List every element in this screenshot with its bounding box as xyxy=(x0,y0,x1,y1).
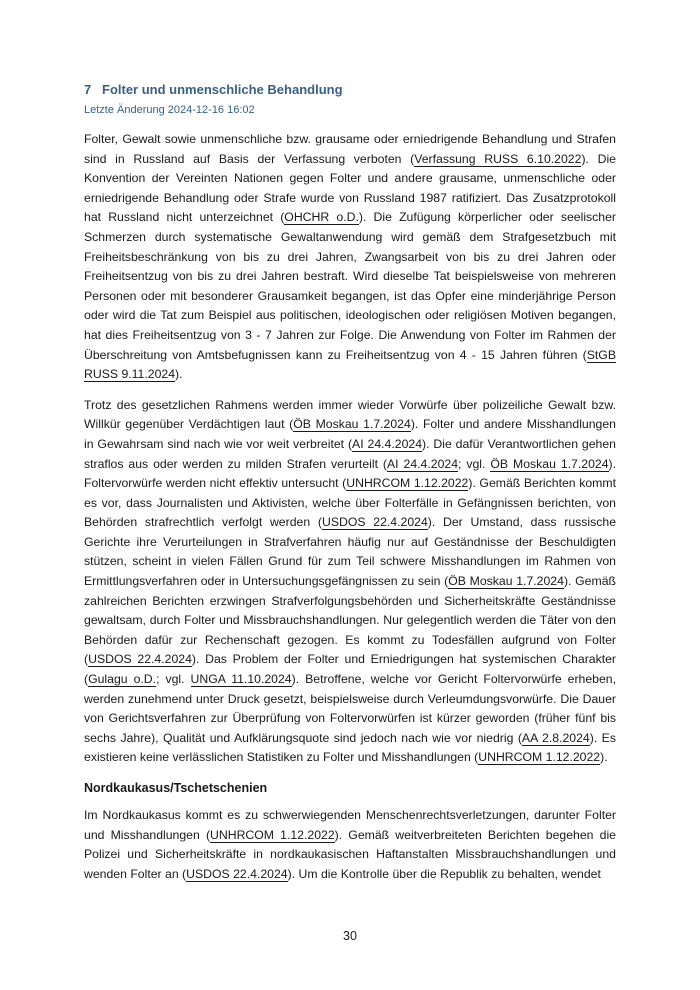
paragraph-police-violence xyxy=(84,396,616,768)
source-link[interactable]: StGB RUSS 9.11.2024 xyxy=(84,347,616,382)
section-title: Folter und unmenschliche Behandlung xyxy=(102,82,343,97)
subheading-north-caucasus: Nordkaukasus/Tschetschenien xyxy=(84,781,268,795)
text-run: ). Foltervorwürfe werden nicht effektiv untersucht ( xyxy=(84,456,616,491)
page-number: 30 xyxy=(343,929,357,943)
text-run: ). Gemäß weitverbreiteten Berichten begehen die Polizei und Sicherheitskräfte in nordkaukasischen Haftanstalten Missbrauchshandlungen und wenden Folter an ( xyxy=(84,827,616,881)
section-number: 7 xyxy=(84,82,92,97)
text-run: ). Es existieren keine verlässlichen Statistiken zu Folter und Misshandlungen ( xyxy=(84,730,616,765)
source-link[interactable]: USDOS 22.4.2024 xyxy=(321,515,428,530)
source-link[interactable]: AI 24.4.2024 xyxy=(352,436,423,451)
paragraph-legal-framework xyxy=(84,130,616,385)
text-run: ). xyxy=(600,750,608,765)
page-content xyxy=(84,81,616,895)
text-run: Im Nordkaukasus kommt es zu schwerwiegenden Menschenrechtsverletzungen, darunter Folter und Misshandlungen ( xyxy=(84,808,616,842)
source-link[interactable]: Verfassung RUSS 6.10.2022 xyxy=(414,151,582,166)
last-change-date: Letzte Änderung 2024-12-16 16:02 xyxy=(84,104,255,116)
source-link[interactable]: ÖB Moskau 1.7.2024 xyxy=(448,574,564,589)
text-run: ). Betroffene, welche vor Gericht Foltervorwürfe erheben, werden zunehmend unter Druck gesetzt, beispielsweise durch Verleumdungsvorwürfe. Die Dauer von Gerichtsverfahren zur Überprüfung von Foltervorwürfen ist kürzer geworden (früher fünf bis sechs Jahre), Qualität und Aufklärungsquote sind jedoch nach wie vor niedrig ( xyxy=(84,672,617,745)
text-run: ). Folter und andere Misshandlungen in Gewahrsam sind nach wie vor weit verbreitet ( xyxy=(84,417,616,451)
source-link[interactable]: ÖB Moskau 1.7.2024 xyxy=(293,417,411,432)
source-link[interactable]: USDOS 22.4.2024 xyxy=(88,652,192,667)
section-heading xyxy=(84,81,616,99)
source-link[interactable]: AI 24.4.2024 xyxy=(387,456,459,471)
source-link[interactable]: UNHRCOM 1.12.2022 xyxy=(210,827,335,842)
text-run: ). Um die Kontrolle über die Republik zu behalten, wendet xyxy=(287,866,601,881)
source-link[interactable]: UNHRCOM 1.12.2022 xyxy=(478,750,601,765)
text-run: ). Die Zufügung körperlicher oder seelischer Schmerzen durch systematische Gewaltanwendung wird gemäß dem Strafgesetzbuch mit Freiheitsbeschränkung von bis zu drei Jahren, Zwangsarbeit von bis zu drei Jahren oder Freiheitsentzug von bis zu drei Jahren bestraft. Wird dieselbe Tat beispielsweise von mehreren Personen oder mit besonderer Grausamkeit begangen, ist das Opfer eine minderjährige Person oder wird die Tat zum Beispiel aus politischen, ideologischen oder religiösen Motiven begangen, hat dies Freiheitsentzug von 3 - 7 Jahren zur Folge. Die Anwendung von Folter im Rahmen der Überschreitung von Amtsbefugnissen kann zu Freiheitsentzug von 4 - 15 Jahren führen ( xyxy=(84,210,617,362)
text-run: ). xyxy=(175,367,183,382)
source-link[interactable]: Gulagu o.D. xyxy=(88,672,157,687)
source-link[interactable]: AA 2.8.2024 xyxy=(521,730,590,745)
text-run: ). Die dafür Verantwortlichen gehen straflos aus oder werden zu milden Strafen verurteilt ( xyxy=(84,436,616,471)
source-link[interactable]: OHCHR o.D. xyxy=(284,210,359,225)
paragraph-north-caucasus xyxy=(84,806,616,884)
text-run: ). Das Problem der Folter und Erniedrigungen hat systemischen Charakter ( xyxy=(84,652,617,687)
text-run: ; vgl. xyxy=(156,672,191,687)
text-run: ). Die Konvention der Vereinten Nationen gegen Folter und andere grausame, unmenschliche oder erniedrigende Behandlung oder Strafe wurde von Russland 1987 ratifiziert. Das Zusatzprotokoll hat Russland nicht unterzeichnet ( xyxy=(84,151,616,225)
source-link[interactable]: UNHRCOM 1.12.2022 xyxy=(346,476,469,491)
text-run: ; vgl. xyxy=(458,456,491,471)
text-run: Trotz des gesetzlichen Rahmens werden immer wieder Vorwürfe über polizeiliche Gewalt bzw. Willkür gegenüber Verdächtigen laut ( xyxy=(84,397,616,432)
source-link[interactable]: USDOS 22.4.2024 xyxy=(186,866,288,881)
text-run: ). Gemäß Berichten kommt es vor, dass Journalisten und Aktivisten, welche über Folterfälle in Gefängnissen berichten, von Behörden strafrechtlich verfolgt werden ( xyxy=(84,476,616,530)
text-run: Folter, Gewalt sowie unmenschliche bzw. grausame oder erniedrigende Behandlung und Strafen sind in Russland auf Basis der Verfassung verboten ( xyxy=(84,132,616,166)
text-run: ). Gemäß zahlreichen Berichten erzwingen Strafverfolgungsbehörden und Sicherheitskräfte Geständnisse gewaltsam, durch Folter und Missbrauchshandlungen. Nur gelegentlich werden die Täter von den Behörden dafür zur Rechenschaft gezogen. Es kommt zu Todesfällen aufgrund von Folter ( xyxy=(84,574,616,667)
text-run: ). Der Umstand, dass russische Gerichte ihre Verurteilungen in Strafverfahren häufig nur auf Geständnisse der Beschuldigten stützen, scheint in vielen Fällen Grund für zum Teil schwere Misshandlungen im Rahmen von Ermittlungsverfahren oder in Untersuchungsgefängnissen zu sein ( xyxy=(84,515,617,589)
source-link[interactable]: ÖB Moskau 1.7.2024 xyxy=(490,456,609,471)
source-link[interactable]: UNGA 11.10.2024 xyxy=(190,672,292,687)
